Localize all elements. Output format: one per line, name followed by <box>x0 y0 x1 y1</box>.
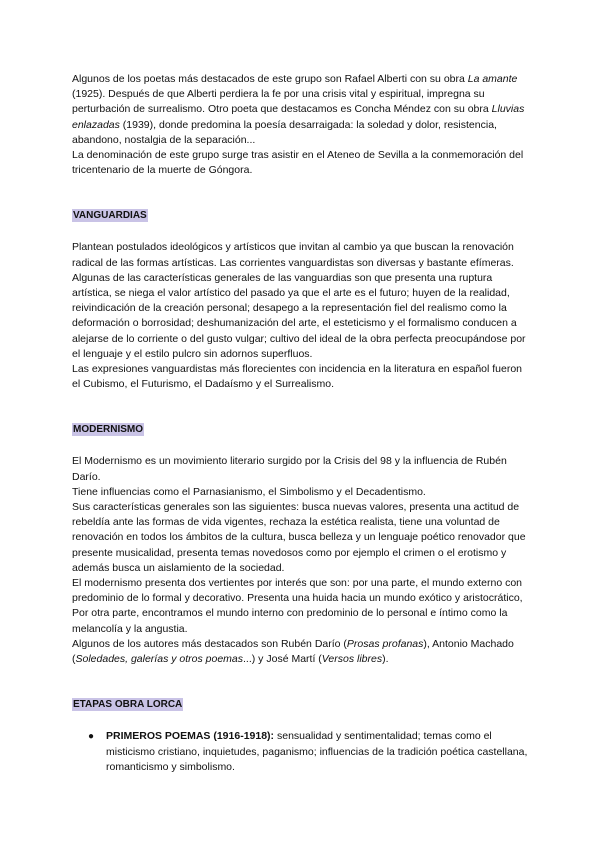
intro-text-b: (1925). Después de que Alberti perdiera la fe por una crisis vital y espiritual, impregna su perturbación de surrealismo. Otro poeta que destacamos es Concha Méndez con su obra <box>72 88 492 116</box>
bullet-icon: ● <box>88 731 95 743</box>
modernismo-paragraph-3: Sus características generales son las siguientes: busca nuevas valores, presenta una actitud de rebeldía ante las formas de vida vigentes, rechaza la estética realista, tiene una voluntad de renovación en todos los ámbitos de la cultura, busca belleza y un lenguaje poético renovador que presente musicalidad, presenta temas novedosos como por ejemplo el crimen o el erotismo y además busca un aislamiento de la sociedad. <box>72 501 526 574</box>
intro-paragraph-2: La denominación de este grupo surge tras asistir en el Ateneo de Sevilla a la conmemoración del tricentenario de la muerte de Góngora. <box>72 149 524 177</box>
list-item <box>72 729 532 775</box>
modernismo-paragraph-2: Tiene influencias como el Parnasianismo, el Simbolismo y el Decadentismo. <box>72 485 426 498</box>
section-etapas-lorca <box>72 697 532 775</box>
modernismo-p5-b: ), Antonio Machado ( <box>72 637 514 666</box>
work-title-versos-libres: Versos libres <box>321 653 383 666</box>
heading-modernismo: MODERNISMO <box>73 424 143 436</box>
vanguardias-paragraph-3: Las expresiones vanguardistas más florecientes con incidencia en la literatura en español fueron el Cubismo, el Futurismo, el Dadaísmo y el Surrealismo. <box>72 363 523 391</box>
section-vanguardias <box>72 208 532 392</box>
modernismo-paragraph-1: El Modernismo es un movimiento literario surgido por la Crisis del 98 y la influencia de Rubén Darío. <box>72 455 507 483</box>
section-modernismo <box>72 422 532 667</box>
vanguardias-paragraph-2: Algunas de las características generales de las vanguardias son que presenta una ruptura artística, se niega el valor artístico del pasado ya que el arte es el futuro; huyen de la realidad, reivindicación de la creación personal; desapego a la representación fiel del realismo como la deformación o borrosidad; deshumanización del arte, el esteticismo y el formalismo conducen a alejarse de lo corriente o del gusto vulgar; cultivo del ideal de la obra perfecta preocupándose por el lenguaje y el estilo pulcro sin adornos superfluos. <box>72 271 526 360</box>
modernismo-p5-a: Algunos de los autores más destacados son Rubén Darío ( <box>72 637 347 650</box>
heading-vanguardias: VANGUARDIAS <box>73 210 147 222</box>
vanguardias-paragraph-1: Plantean postulados ideológicos y artísticos que invitan al cambio ya que buscan la renovación radical de las formas artísticas. Las corrientes vanguardistas son diversas y bastante efímeras. <box>72 241 514 269</box>
modernismo-p5-c: ...) y José Martí ( <box>243 653 322 666</box>
modernismo-p5-d: ). <box>382 653 389 666</box>
work-title-soledades: Soledades, galerías y otros poemas <box>75 653 244 666</box>
modernismo-paragraph-5 <box>72 637 532 667</box>
intro-text-c: (1939), donde predomina la poesía desarraigada: la soledad y dolor, resistencia, abandono, nostalgia de la separación... <box>72 118 497 146</box>
work-title-la-amante: La amante <box>467 73 518 85</box>
intro-text-a: Algunos de los poetas más destacados de este grupo son Rafael Alberti con su obra <box>72 73 468 85</box>
document-page <box>72 72 532 775</box>
intro-paragraph-1 <box>72 72 532 148</box>
modernismo-paragraph-4: El modernismo presenta dos vertientes por interés que son: por una parte, el mundo externo con predominio de lo formal y decorativo. Presenta una huida hacia un mundo exótico y aristocrático, Por otra parte, encontramos el mundo interno con predominio de lo personal e íntimo como la melancolía y la angustia. <box>72 577 523 635</box>
heading-etapas-lorca: ETAPAS OBRA LORCA <box>73 699 183 711</box>
stage-title: PRIMEROS POEMAS (1916-1918): <box>106 730 275 743</box>
stage-description: sensualidad y sentimentalidad; temas como el misticismo cristiano, inquietudes, paganismo; influencias de la tradición poética castellana, romanticismo y simbolismo. <box>106 730 528 773</box>
lorca-stages-list <box>72 729 532 775</box>
work-title-prosas-profanas: Prosas profanas <box>346 637 424 650</box>
work-title-lluvias-enlazadas: Lluvias enlazadas <box>72 103 525 131</box>
